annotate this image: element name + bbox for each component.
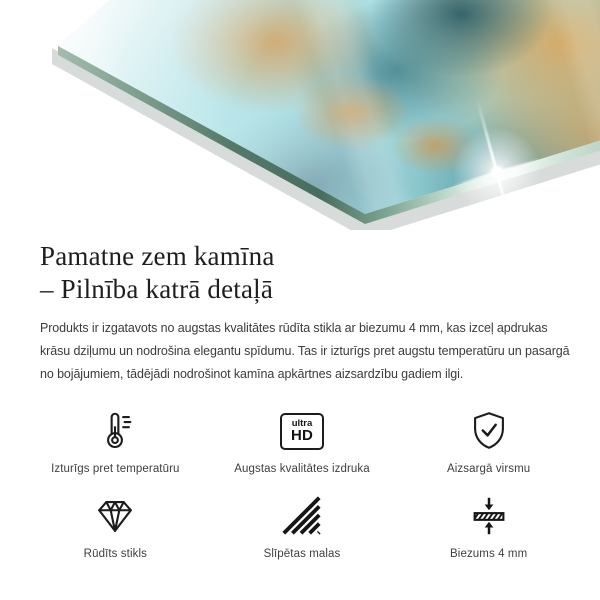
ultra-hd-icon-text-top: ultra [291, 418, 313, 430]
feature-heat-resistant [22, 406, 209, 475]
beveled-edge-icon [279, 491, 325, 541]
product-description: Produkts ir izgatavots no augstas kvalitātes rūdīta stikla ar biezumu 4 mm, kas izceļ apdrukas krāsu dziļumu un nodrošina elegantu spīdumu. Tas ir izturīgs pret augstu temperatūru un pasargā no bojājumiem, tādējādi nodrošinot kamīna apkārtnes aizsardzību gadiem ilgi. [40, 321, 570, 381]
page-title [40, 240, 600, 306]
feature-protects-surface [395, 406, 582, 475]
feature-thickness [395, 491, 582, 560]
feature-label: Aizsargā virsmu [447, 463, 531, 475]
feature-tempered-glass [22, 491, 209, 560]
product-image [0, 0, 600, 230]
ultra-hd-icon-text-bottom: HD [290, 426, 314, 444]
feature-label: Augstas kvalitātes izdruka [234, 463, 370, 475]
sparkle-core [490, 165, 504, 179]
feature-label: Biezums 4 mm [450, 548, 528, 560]
feature-ultra-hd-print [209, 406, 396, 475]
feature-polished-edges [209, 491, 396, 560]
thermometer-icon [92, 406, 138, 456]
diamond-icon [92, 491, 138, 541]
shield-check-icon [466, 406, 512, 456]
feature-label: Izturīgs pret temperatūru [51, 463, 180, 475]
feature-label: Slīpētas malas [263, 548, 341, 560]
feature-label: Rūdīts stikls [83, 548, 147, 560]
ultra-hd-icon [280, 406, 324, 456]
thickness-icon [466, 491, 512, 541]
title-line-2: – Pilnība katrā detaļā [40, 274, 274, 304]
feature-grid [22, 406, 582, 560]
title-line-1: Pamatne zem kamīna [40, 241, 275, 271]
